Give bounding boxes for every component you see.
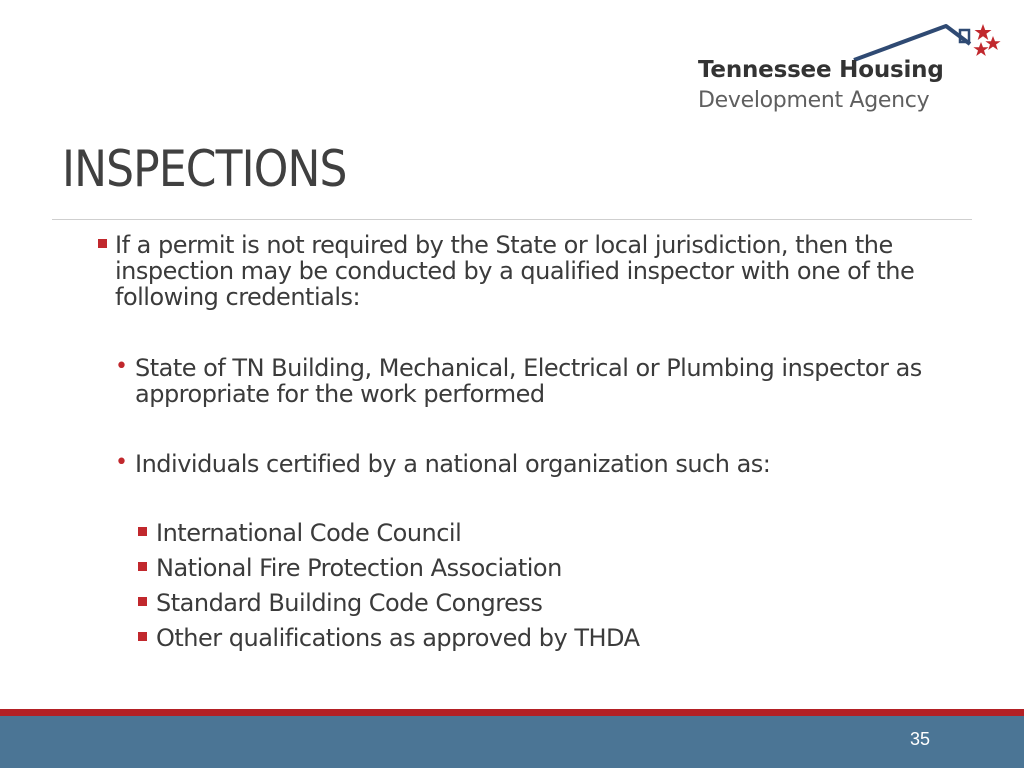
square-bullet-icon xyxy=(138,632,147,641)
bullet-text: Individuals certified by a national organization such as: xyxy=(135,450,771,478)
bullet-text: Other qualifications as approved by THDA xyxy=(156,624,640,652)
slide-title: INSPECTIONS xyxy=(62,140,347,198)
dot-bullet-icon: • xyxy=(115,354,128,379)
logo-text-line2: Development Agency xyxy=(698,88,930,113)
bullet-level1-item xyxy=(115,232,990,310)
footer-stripe xyxy=(0,709,1024,716)
bullet-level3-item xyxy=(156,520,956,546)
thda-logo xyxy=(696,22,1002,118)
bullet-level3-item xyxy=(156,555,956,581)
square-bullet-icon xyxy=(138,597,147,606)
bullet-level2-item xyxy=(135,355,985,407)
bullet-level3-item xyxy=(156,625,956,651)
bullet-text: International Code Council xyxy=(156,519,462,547)
bullet-text: If a permit is not required by the State or local jurisdiction, then the inspection may be conducted by a qualified inspector with one of the following credentials: xyxy=(115,231,915,311)
logo-text-line1: Tennessee Housing xyxy=(698,57,944,83)
square-bullet-icon xyxy=(138,562,147,571)
bullet-level2-item xyxy=(135,451,985,477)
square-bullet-icon xyxy=(138,527,147,536)
bullet-level3-item xyxy=(156,590,956,616)
title-divider xyxy=(52,219,972,220)
page-number: 35 xyxy=(909,729,931,749)
square-bullet-icon xyxy=(98,239,107,248)
dot-bullet-icon: • xyxy=(115,450,128,475)
bullet-text: Standard Building Code Congress xyxy=(156,589,543,617)
footer-bar xyxy=(0,716,1024,768)
bullet-text: State of TN Building, Mechanical, Electrical or Plumbing inspector as appropriate for the work performed xyxy=(135,354,922,408)
bullet-text: National Fire Protection Association xyxy=(156,554,562,582)
